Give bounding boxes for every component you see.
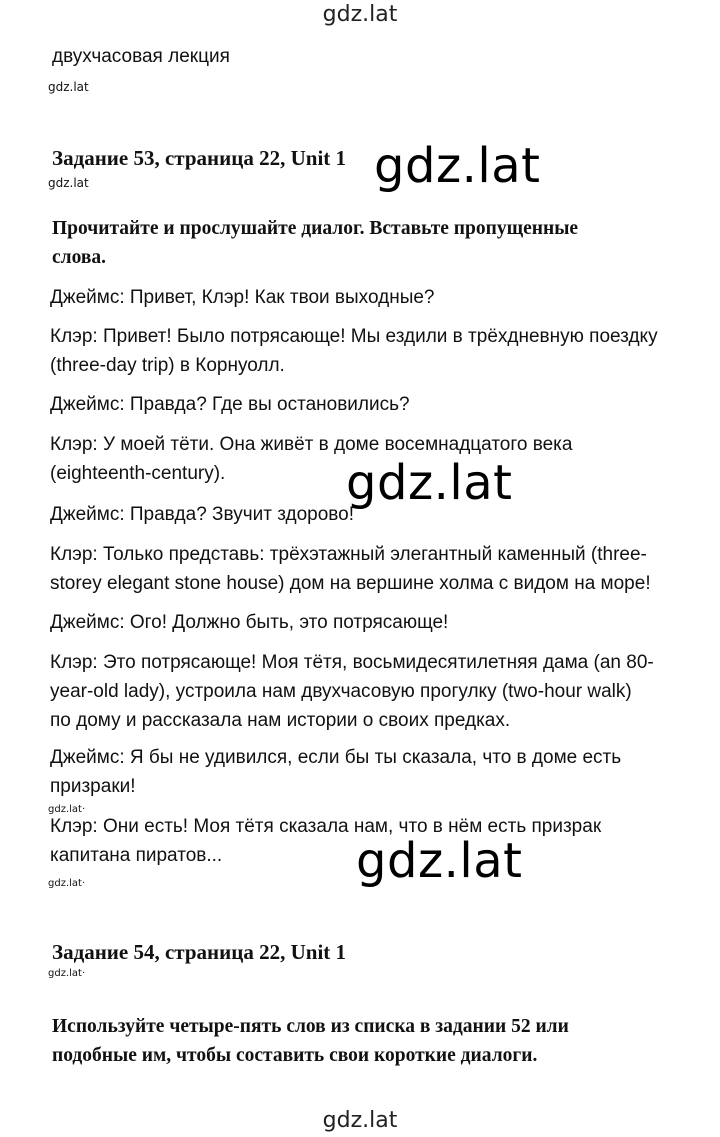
dialogue-text: Клэр: Это потрясающе! Моя тётя, восьмидесятилетняя дама (an 80-: [50, 652, 654, 673]
instruction-line: Используйте четыре-пять слов из списка в задании 52 или: [52, 1016, 569, 1037]
dialogue-text: Клэр: У моей тёти. Она живёт в доме восемнадцатого века: [50, 434, 573, 455]
task54-heading: Задание 54, страница 22, Unit 1: [52, 940, 347, 964]
watermark-tiny: gdz.lat·: [48, 968, 86, 979]
dialogue-line: [50, 322, 658, 380]
watermark-big: gdz.lat: [374, 138, 541, 194]
dialogue-text: Джеймс: Правда? Где вы остановились?: [50, 394, 410, 415]
watermark-footer: gdz.lat: [322, 1108, 398, 1133]
dialogue-line: [50, 390, 410, 419]
task53-instruction: [52, 214, 578, 272]
dialogue-line: [50, 430, 572, 488]
dialogue-text: (three-day trip) в Корнуолл.: [50, 355, 285, 376]
watermark-header: gdz.lat: [322, 2, 398, 27]
dialogue-line: [50, 540, 651, 598]
task54-instruction: [52, 1012, 569, 1070]
dialogue-text: storey elegant stone house) дом на вершине холма с видом на море!: [50, 573, 651, 594]
intro-line: двухчасовая лекция: [52, 46, 230, 67]
dialogue-line: [50, 743, 621, 801]
watermark-small: gdz.lat: [48, 80, 89, 94]
dialogue-text: призраки!: [50, 776, 136, 797]
dialogue-line: [50, 648, 654, 735]
dialogue-text: капитана пиратов...: [50, 845, 223, 866]
dialogue-text: Джеймс: Ого! Должно быть, это потрясающе!: [50, 612, 449, 633]
watermark-small: gdz.lat: [48, 176, 89, 190]
dialogue-text: (eighteenth-century).: [50, 463, 226, 484]
dialogue-text: по дому и рассказала нам истории о своих предках.: [50, 710, 511, 731]
dialogue-text: Джеймс: Правда? Звучит здорово!: [50, 504, 354, 525]
watermark-tiny: gdz.lat·: [48, 804, 86, 815]
instruction-line: слова.: [52, 247, 107, 268]
dialogue-text: Клэр: Они есть! Моя тётя сказала нам, что в нём есть призрак: [50, 816, 602, 837]
dialogue-line: [50, 500, 354, 529]
watermark-big: gdz.lat: [346, 455, 513, 511]
instruction-line: подобные им, чтобы составить свои короткие диалоги.: [52, 1045, 538, 1066]
instruction-line: Прочитайте и прослушайте диалог. Вставьте пропущенные: [52, 218, 579, 239]
dialogue-line: [50, 812, 601, 870]
dialogue-line: [50, 283, 434, 312]
dialogue-text: Клэр: Только представь: трёхэтажный элегантный каменный (three-: [50, 544, 647, 565]
dialogue-line: [50, 608, 448, 637]
watermark-tiny: gdz.lat·: [48, 878, 86, 889]
dialogue-text: Джеймс: Я бы не удивился, если бы ты сказала, что в доме есть: [50, 747, 622, 768]
task53-heading: Задание 53, страница 22, Unit 1: [52, 146, 347, 170]
watermark-big: gdz.lat: [356, 833, 523, 889]
dialogue-text: Джеймс: Привет, Клэр! Как твои выходные?: [50, 287, 435, 308]
dialogue-text: year-old lady), устроила нам двухчасовую прогулку (two-hour walk): [50, 681, 632, 702]
dialogue-text: Клэр: Привет! Было потрясающе! Мы ездили в трёхдневную поездку: [50, 326, 658, 347]
